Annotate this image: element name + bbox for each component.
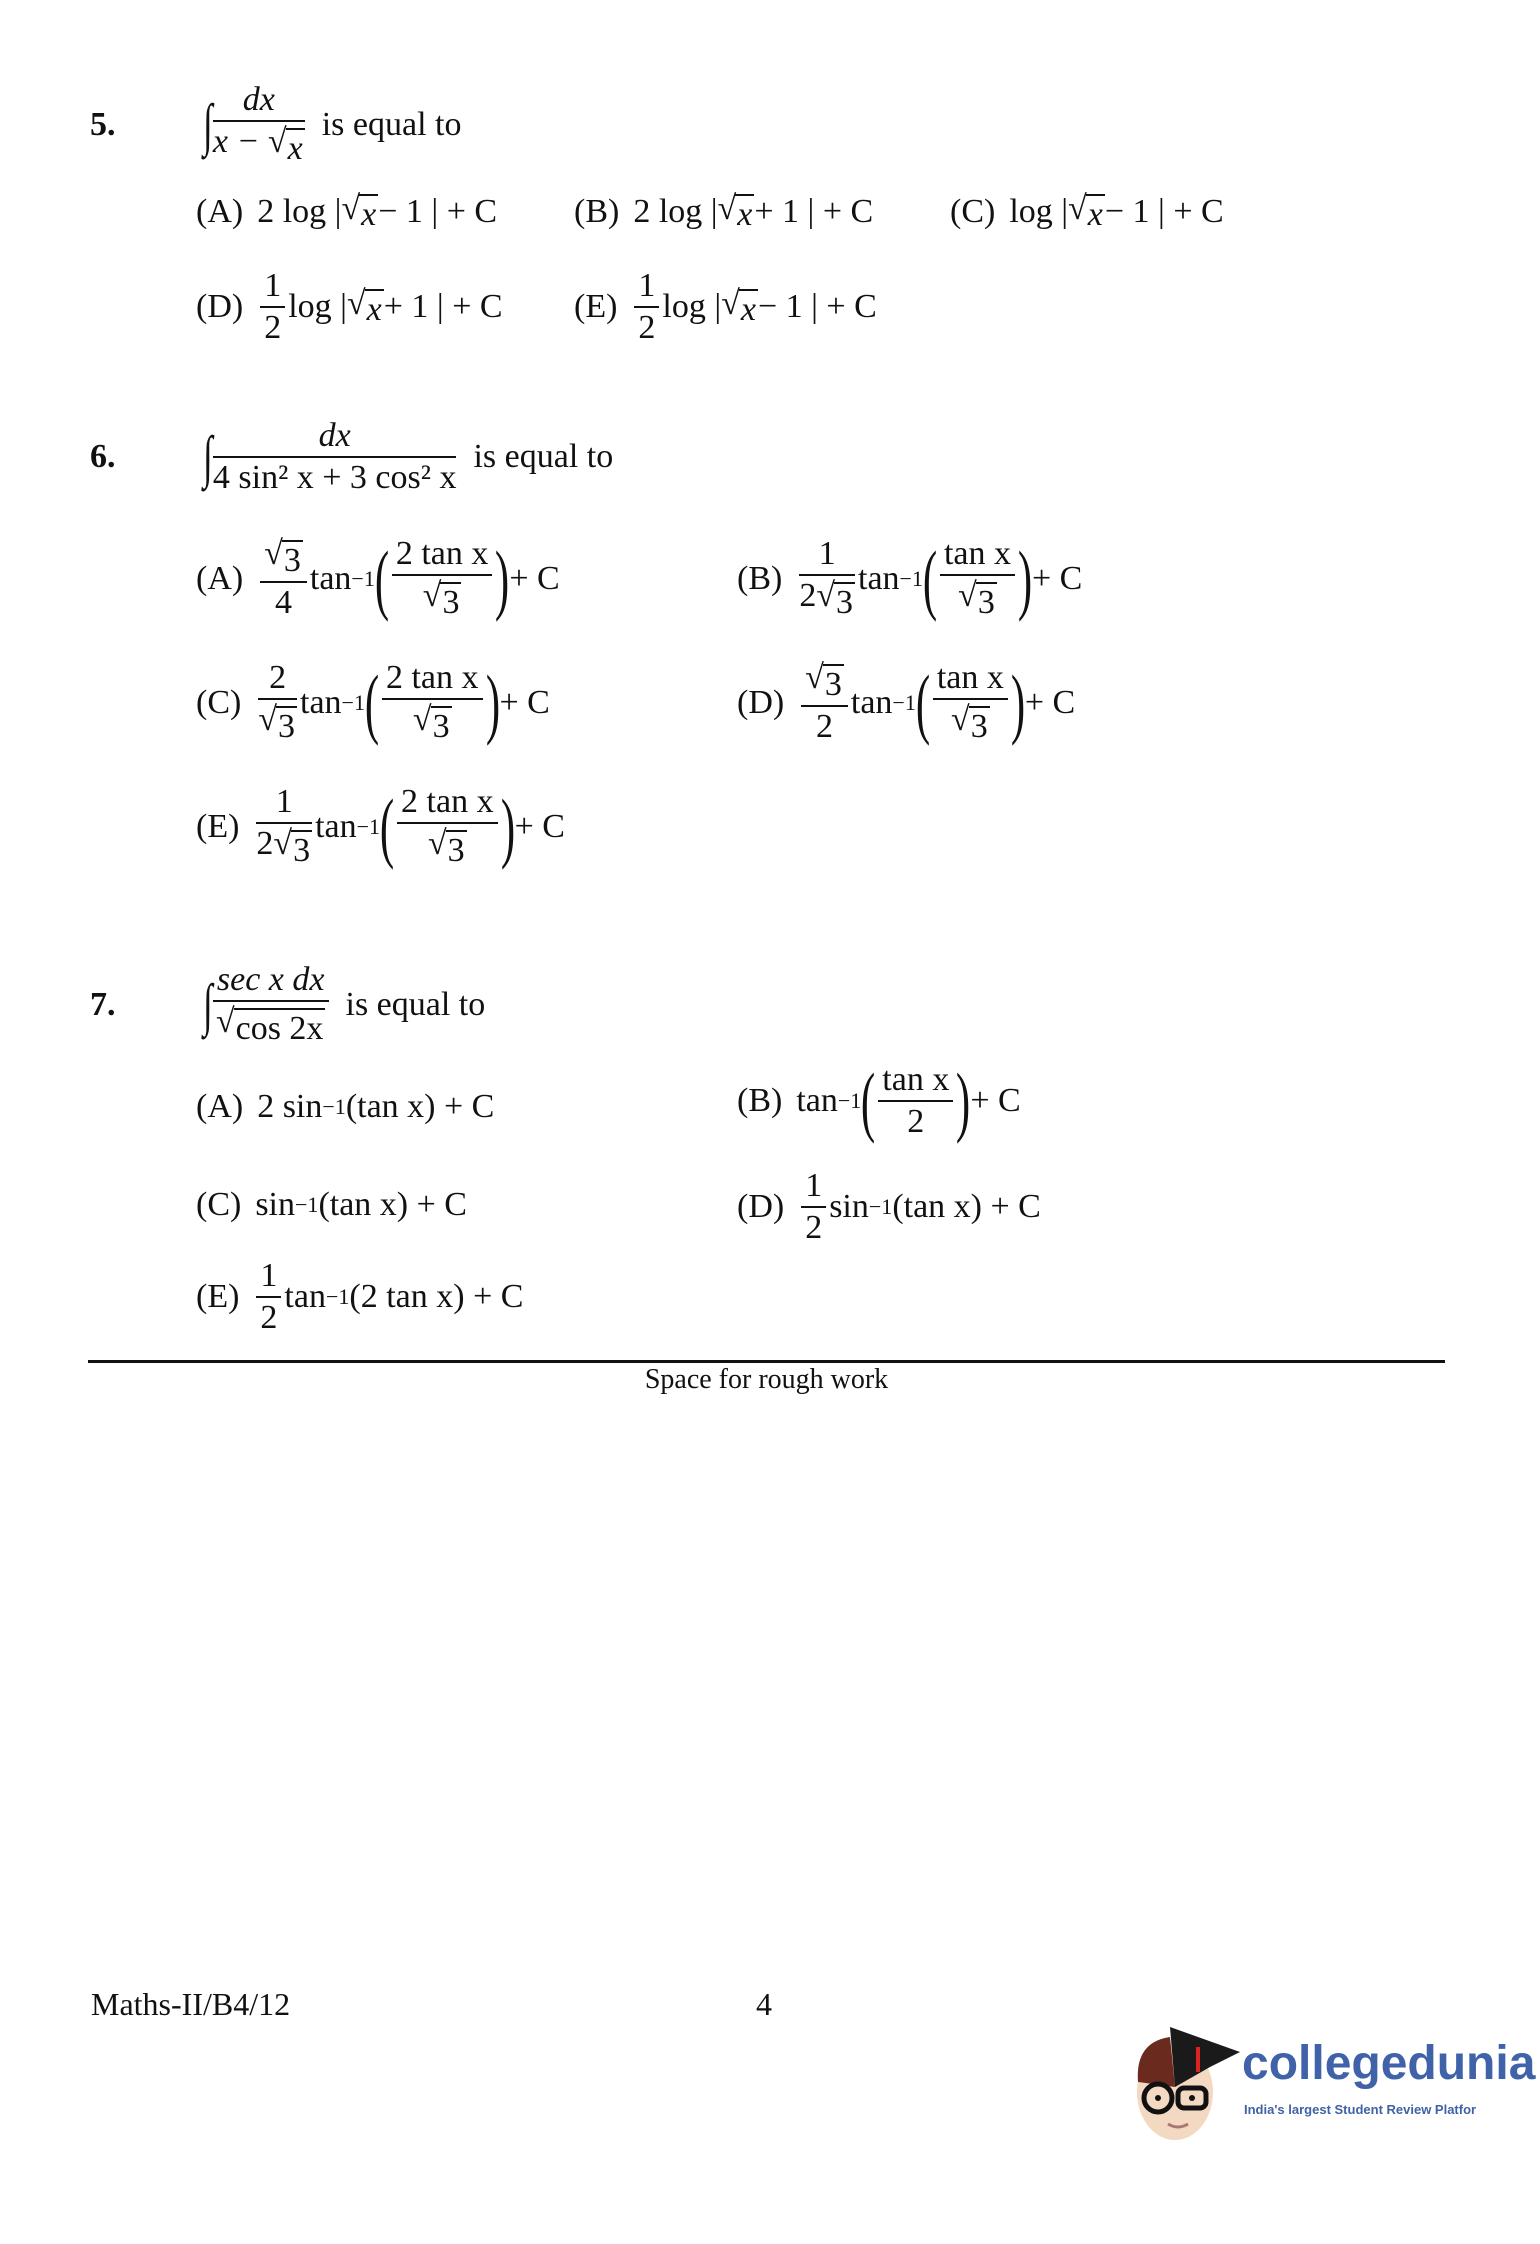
logo-wordmark: collegedunia (1242, 2037, 1536, 2090)
option-6c[interactable]: (C) 2 √ 3 tan −1 ( 2 tan x √ 3 ) + C (196, 658, 550, 746)
option-5e[interactable]: (E) $\frac{1}{2}$ log | √ x − 1 | + C (574, 267, 877, 346)
option-5d[interactable]: (D) $\frac{1}{2}$ log | √ x + 1 | + C (196, 267, 503, 346)
question-7 (90, 962, 485, 1047)
stem-fraction: $\frac{dx}{\text{4 sin² x + 3 cos² x}}$ (212, 417, 457, 496)
option-7a[interactable]: (A) 2 sin −1 (tan x) + C (196, 1088, 495, 1125)
stem-fraction: sec x dx √ cos 2x (213, 962, 329, 1047)
integral-sign: ∫ (203, 91, 213, 157)
option-5b[interactable]: (B) 2 log | √ x + 1 | + C (574, 190, 874, 233)
option-7c[interactable]: (C) sin −1 (tan x) + C (196, 1186, 467, 1223)
stem-suffix: is equal to (473, 437, 614, 475)
question-6 (90, 418, 613, 495)
question-number: 5. (90, 105, 116, 143)
logo-tagline: India's largest Student Review Platfor (1244, 2102, 1477, 2117)
mascot-icon (1130, 2012, 1245, 2147)
option-7e[interactable]: (E) $\frac{1}{2}$ tan −1 (2 tan x) + C (196, 1257, 524, 1336)
footer-code: Maths-II/B4/12 (91, 1986, 291, 2022)
integral-sign: ∫ (203, 971, 213, 1037)
option-6b[interactable]: (B) 1 2 √ 3 tan −1 ( tan x √ 3 ) + C (737, 534, 1083, 622)
page-number: 4 (756, 1986, 772, 2022)
option-7d[interactable]: (D) $\frac{1}{2}$ sin −1 (tan x) + C (737, 1167, 1041, 1246)
stem-suffix: is equal to (345, 985, 486, 1023)
option-7b[interactable]: (B) tan −1 ( $\frac{\text{tan x}}{2}$ ) + C (737, 1057, 1021, 1144)
collegedunia-logo (1130, 2012, 1535, 2147)
option-6d[interactable]: (D) √ 3 2 tan −1 ( tan x √ 3 ) + C (737, 658, 1076, 746)
divider-line (88, 1360, 1445, 1363)
question-number: 7. (90, 985, 116, 1023)
option-6a[interactable]: (A) √ 3 4 tan −1 ( 2 tan x √ 3 ) + C (196, 534, 560, 622)
rough-work-label: Space for rough work (644, 1364, 889, 1395)
integral-sign: ∫ (203, 423, 213, 489)
stem-suffix: is equal to (321, 105, 462, 143)
option-5a[interactable]: (A) 2 log | √ x − 1 | + C (196, 190, 498, 233)
option-6e[interactable]: (E) 1 2 √ 3 tan −1 ( 2 tan x √ 3 ) + C (196, 782, 565, 870)
question-5 (90, 82, 461, 167)
stem-fraction: dx x − √ x (212, 81, 303, 167)
question-number: 6. (90, 437, 116, 475)
option-5c[interactable]: (C) log | √ x − 1 | + C (950, 190, 1224, 233)
